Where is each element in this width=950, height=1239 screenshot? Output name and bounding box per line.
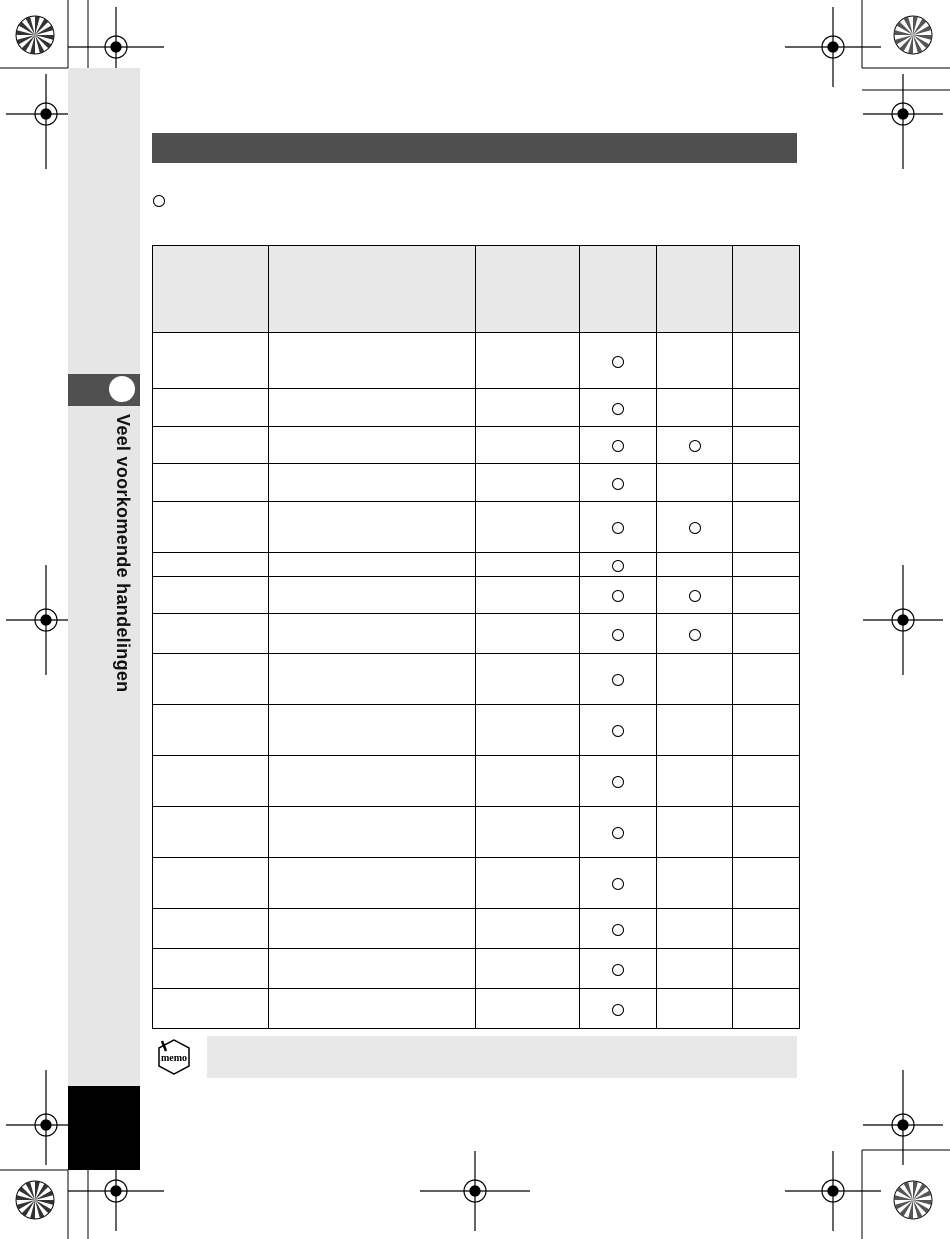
available-circle-icon bbox=[612, 878, 624, 890]
table-cell bbox=[476, 949, 580, 989]
mark-cell bbox=[733, 858, 800, 909]
available-circle-icon bbox=[612, 522, 624, 534]
mark-cell bbox=[580, 427, 657, 464]
mark-cell bbox=[580, 333, 657, 389]
mark-cell bbox=[580, 553, 657, 577]
mark-cell bbox=[657, 464, 733, 502]
available-circle-icon bbox=[612, 1004, 624, 1016]
mark-cell bbox=[733, 464, 800, 502]
mark-cell bbox=[580, 614, 657, 654]
mark-cell bbox=[733, 909, 800, 949]
table-cell bbox=[476, 654, 580, 705]
table-header-row bbox=[153, 246, 800, 333]
available-circle-icon bbox=[612, 924, 624, 936]
mark-cell bbox=[580, 654, 657, 705]
available-circle-icon bbox=[612, 590, 624, 602]
mark-cell bbox=[657, 333, 733, 389]
table-cell bbox=[269, 577, 476, 614]
table-row bbox=[153, 705, 800, 756]
registration-starburst-icon bbox=[16, 16, 54, 54]
mark-cell bbox=[580, 756, 657, 807]
table-row bbox=[153, 756, 800, 807]
section-header-bar bbox=[152, 133, 797, 163]
table-cell bbox=[153, 705, 269, 756]
table-cell bbox=[269, 909, 476, 949]
table-cell bbox=[269, 427, 476, 464]
available-circle-icon bbox=[612, 356, 624, 368]
mark-cell bbox=[580, 858, 657, 909]
table-cell bbox=[153, 989, 269, 1029]
table-cell bbox=[476, 577, 580, 614]
table-cell bbox=[153, 577, 269, 614]
mark-cell bbox=[657, 705, 733, 756]
chapter-marker-icon bbox=[107, 374, 137, 404]
mark-cell bbox=[580, 909, 657, 949]
mark-cell bbox=[733, 756, 800, 807]
chapter-title: Veel voorkomende handelingen bbox=[113, 414, 133, 693]
table-cell bbox=[476, 389, 580, 427]
available-circle-icon bbox=[612, 674, 624, 686]
table-row bbox=[153, 654, 800, 705]
available-circle-icon bbox=[689, 590, 701, 602]
table-cell bbox=[269, 389, 476, 427]
mark-cell bbox=[657, 577, 733, 614]
available-circle-icon bbox=[612, 403, 624, 415]
memo-icon-label: memo bbox=[160, 1053, 188, 1064]
mark-cell bbox=[733, 705, 800, 756]
mark-cell bbox=[580, 577, 657, 614]
table-cell bbox=[476, 333, 580, 389]
mark-cell bbox=[657, 389, 733, 427]
available-circle-icon bbox=[689, 522, 701, 534]
settings-table bbox=[152, 245, 800, 1029]
table-row bbox=[153, 858, 800, 909]
table-cell bbox=[269, 502, 476, 553]
column-header bbox=[657, 246, 733, 333]
mark-cell bbox=[657, 502, 733, 553]
column-header bbox=[269, 246, 476, 333]
table-cell bbox=[269, 807, 476, 858]
mark-cell bbox=[580, 464, 657, 502]
mark-cell bbox=[657, 654, 733, 705]
table-row bbox=[153, 427, 800, 464]
mark-cell bbox=[657, 949, 733, 989]
mark-cell bbox=[733, 333, 800, 389]
table-cell bbox=[269, 989, 476, 1029]
mark-cell bbox=[733, 654, 800, 705]
mark-cell bbox=[580, 949, 657, 989]
table-cell bbox=[153, 333, 269, 389]
mark-cell bbox=[657, 427, 733, 464]
column-header bbox=[476, 246, 580, 333]
table-cell bbox=[153, 949, 269, 989]
column-header bbox=[580, 246, 657, 333]
column-header bbox=[733, 246, 800, 333]
table-cell bbox=[269, 705, 476, 756]
table-row bbox=[153, 614, 800, 654]
mark-cell bbox=[733, 553, 800, 577]
memo-icon bbox=[154, 1037, 194, 1077]
table-row bbox=[153, 553, 800, 577]
mark-cell bbox=[657, 909, 733, 949]
table-cell bbox=[153, 756, 269, 807]
table-cell bbox=[153, 858, 269, 909]
table-row bbox=[153, 502, 800, 553]
table-cell bbox=[476, 807, 580, 858]
column-header bbox=[153, 246, 269, 333]
table-cell bbox=[269, 949, 476, 989]
mark-cell bbox=[733, 807, 800, 858]
table-cell bbox=[153, 614, 269, 654]
table-cell bbox=[269, 614, 476, 654]
mark-cell bbox=[657, 989, 733, 1029]
mark-cell bbox=[733, 989, 800, 1029]
mark-cell bbox=[657, 614, 733, 654]
table-cell bbox=[476, 756, 580, 807]
available-circle-icon bbox=[612, 776, 624, 788]
registration-starburst-icon bbox=[894, 16, 932, 54]
page-number-block bbox=[68, 1086, 140, 1170]
table-cell bbox=[153, 464, 269, 502]
available-circle-icon bbox=[612, 560, 624, 572]
table-row bbox=[153, 333, 800, 389]
available-circle-icon bbox=[612, 629, 624, 641]
available-circle-icon bbox=[612, 827, 624, 839]
table-cell bbox=[153, 427, 269, 464]
table-cell bbox=[476, 427, 580, 464]
table-cell bbox=[153, 654, 269, 705]
mark-cell bbox=[657, 858, 733, 909]
table-row bbox=[153, 807, 800, 858]
table-row bbox=[153, 389, 800, 427]
mark-cell bbox=[733, 427, 800, 464]
table-cell bbox=[153, 909, 269, 949]
mark-cell bbox=[733, 389, 800, 427]
registration-starburst-icon bbox=[894, 1181, 932, 1219]
table-row bbox=[153, 464, 800, 502]
mark-cell bbox=[657, 553, 733, 577]
table-cell bbox=[476, 553, 580, 577]
table-cell bbox=[476, 989, 580, 1029]
table-row bbox=[153, 989, 800, 1029]
mark-cell bbox=[580, 502, 657, 553]
mark-cell bbox=[657, 756, 733, 807]
table-cell bbox=[476, 464, 580, 502]
mark-cell bbox=[580, 989, 657, 1029]
mark-cell bbox=[580, 705, 657, 756]
table-row bbox=[153, 909, 800, 949]
table-cell bbox=[269, 654, 476, 705]
table-cell bbox=[269, 333, 476, 389]
table-cell bbox=[153, 502, 269, 553]
table-cell bbox=[269, 553, 476, 577]
table-cell bbox=[476, 502, 580, 553]
mark-cell bbox=[657, 807, 733, 858]
mark-cell bbox=[733, 502, 800, 553]
table-cell bbox=[269, 756, 476, 807]
available-circle-icon bbox=[612, 964, 624, 976]
mark-cell bbox=[733, 949, 800, 989]
mark-cell bbox=[733, 577, 800, 614]
registration-starburst-icon bbox=[16, 1181, 54, 1219]
table-cell bbox=[153, 807, 269, 858]
table-cell bbox=[269, 858, 476, 909]
table-cell bbox=[269, 464, 476, 502]
table-cell bbox=[476, 705, 580, 756]
table-row bbox=[153, 949, 800, 989]
table-cell bbox=[476, 858, 580, 909]
mark-cell bbox=[580, 389, 657, 427]
available-circle-icon bbox=[612, 478, 624, 490]
mark-cell bbox=[580, 807, 657, 858]
available-circle-icon bbox=[612, 725, 624, 737]
table-cell bbox=[153, 553, 269, 577]
table-row bbox=[153, 577, 800, 614]
available-circle-icon bbox=[689, 440, 701, 452]
table-cell bbox=[476, 909, 580, 949]
legend-circle-icon bbox=[153, 195, 165, 207]
memo-box bbox=[207, 1036, 797, 1078]
available-circle-icon bbox=[612, 440, 624, 452]
mark-cell bbox=[733, 614, 800, 654]
table-cell bbox=[153, 389, 269, 427]
table-cell bbox=[476, 614, 580, 654]
available-circle-icon bbox=[689, 629, 701, 641]
